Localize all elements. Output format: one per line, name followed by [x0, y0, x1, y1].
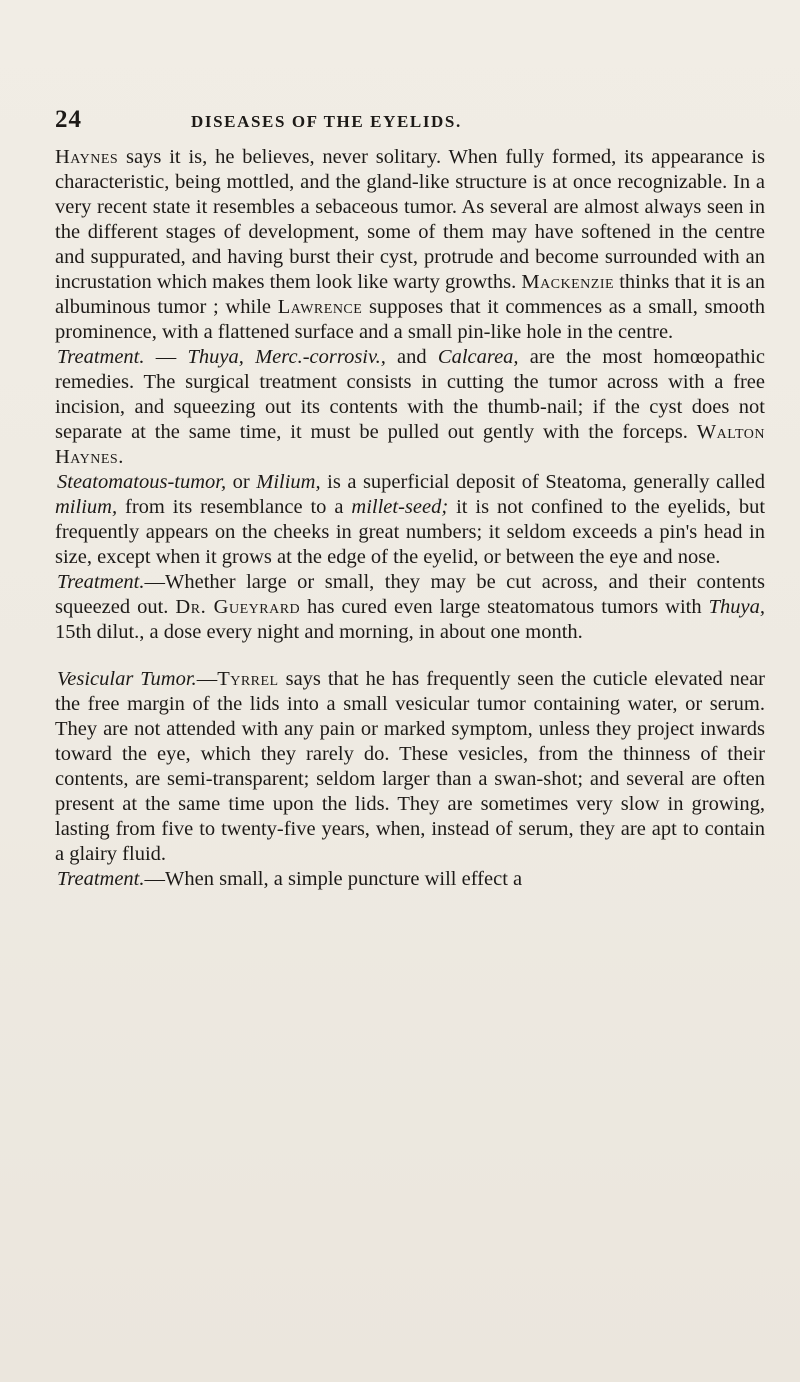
- running-head: DISEASES OF THE EYELIDS.: [191, 112, 462, 131]
- page-number: 24: [55, 106, 82, 133]
- text-run: —When small, a simple puncture will effect a: [144, 868, 523, 890]
- section-label: Treatment.: [57, 571, 145, 593]
- term: Milium,: [256, 471, 321, 493]
- author-name: Tyrrel: [217, 668, 279, 690]
- text-run: and: [385, 346, 438, 368]
- section-label: Treatment.: [57, 868, 145, 890]
- paragraph-gap: [55, 645, 765, 667]
- page-header: [55, 106, 755, 136]
- text-run: 15th dilut., a dose every night and morning, in about one month.: [55, 621, 583, 643]
- text-run: are the most homœopathic remedies. The surgical treatment consists in cutting the tumor across with a free incision, and squeezing out its contents with the thumb-nail; if the cyst does not separate at the same time, it must be pulled out gently with the forceps.: [55, 346, 765, 443]
- author-name: Mackenzie: [521, 271, 615, 293]
- term: millet-seed;: [351, 496, 449, 518]
- paragraph-treatment-1: [55, 345, 765, 470]
- term: milium,: [55, 496, 118, 518]
- paragraph-treatment-2: [55, 570, 765, 645]
- text-run: —: [196, 668, 218, 690]
- paragraph-treatment-3: [55, 867, 765, 892]
- text-run: or: [226, 471, 257, 493]
- paragraph-haynes-description: [55, 145, 765, 345]
- author-name: Walton Haynes.: [55, 421, 765, 468]
- text-run: says it is, he believes, never solitary. When fully formed, its appearance is characteristic, being mottled, and the gland-like structure is at once recognizable. In a very recent state it resembles a sebaceous tumor. As several are almost always seen in the different stages of development, some of them may have softened in the centre and suppurated, and having burst their cyst, protrude and become surrounded with an incrustation which makes them look like warty growths.: [55, 146, 765, 293]
- section-label: Treatment.: [57, 346, 145, 368]
- body-text: [55, 145, 765, 892]
- remedy-name: Thuya,: [708, 596, 765, 618]
- section-label: Vesicular Tumor.: [57, 668, 197, 690]
- author-name: Dr. Gueyrard: [175, 596, 301, 618]
- text-run: says that he has frequently seen the cuticle elevated near the free margin of the lids into a small vesicular tumor containing water, or serum. They are not attended with any pain or marked symptom, unless they project inwards toward the eye, which they rarely do. These vesicles, from the thinness of their contents, are semi-transparent; seldom larger than a swan-shot; and several are often present at the same time upon the lids. They are sometimes very slow in growing, lasting from five to twenty-five years, when, instead of serum, they are apt to contain a glairy fluid.: [55, 668, 765, 865]
- text-run: from its resemblance to a: [117, 496, 352, 518]
- author-name: Haynes: [55, 146, 119, 168]
- text-run: —: [144, 346, 188, 368]
- text-run: it is not confined to the eyelids, but frequently appears on the cheeks in great numbers; it seldom exceeds a pin's head in size, except when it grows at the edge of the eyelid, or between the eye and nose.: [55, 496, 766, 568]
- paragraph-vesicular-tumor: [55, 667, 765, 867]
- section-label: Steatomatous-tumor,: [57, 471, 227, 493]
- text-run: supposes that it commences as a small, smooth prominence, with a flattened surface and a small pin-like hole in the centre.: [55, 296, 765, 343]
- author-name: Lawrence: [277, 296, 363, 318]
- remedy-names: Thuya, Merc.-corrosiv.,: [187, 346, 386, 368]
- text-run: is a superficial deposit of Steatoma, generally called: [320, 471, 766, 493]
- text-run: —Whether large or small, they may be cut across, and their contents squeezed out.: [55, 571, 765, 618]
- text-run: thinks that it is an albuminous tumor ; while: [55, 271, 765, 318]
- paragraph-steatomatous-tumor: [55, 470, 765, 570]
- text-run: has cured even large steatomatous tumors with: [300, 596, 709, 618]
- remedy-name: Calcarea,: [437, 346, 519, 368]
